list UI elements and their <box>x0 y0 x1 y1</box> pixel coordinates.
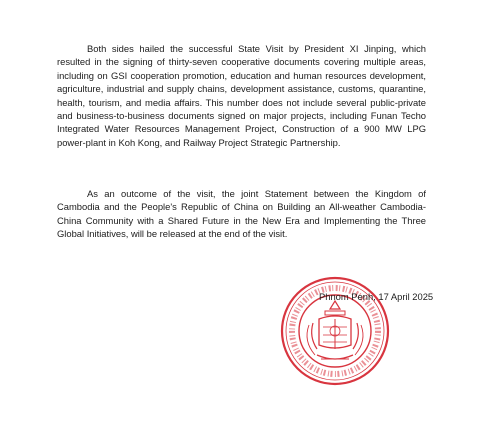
place-date: Phnom Penh, 17 April 2025 <box>319 291 434 302</box>
body-paragraph-1: Both sides hailed the successful State Visit by President XI Jinping, which resulted in the signing of thirty-seven cooperative documents covering multiple areas, including on GSI cooperation promotion, education and human resources development, agriculture, industrial and supply chains, development assistance, customs, quarantine, health, tourism, and media affairs. This number does not include several public-private and business-to-business documents signed on major projects, including Funan Techo Integrated Water Resources Management Project, Construction of a 900 MW LPG power-plant in Koh Kong, and Railway Project Strategic Partnership. <box>57 43 426 148</box>
body-paragraph-2: As an outcome of the visit, the joint Statement between the Kingdom of Cambodia and the People's Republic of China on Building an All-weather Cambodia-China Community with a Shared Future in the New Era and Implementing the Three Global Initiatives, will be released at the end of the visit. <box>57 188 426 240</box>
